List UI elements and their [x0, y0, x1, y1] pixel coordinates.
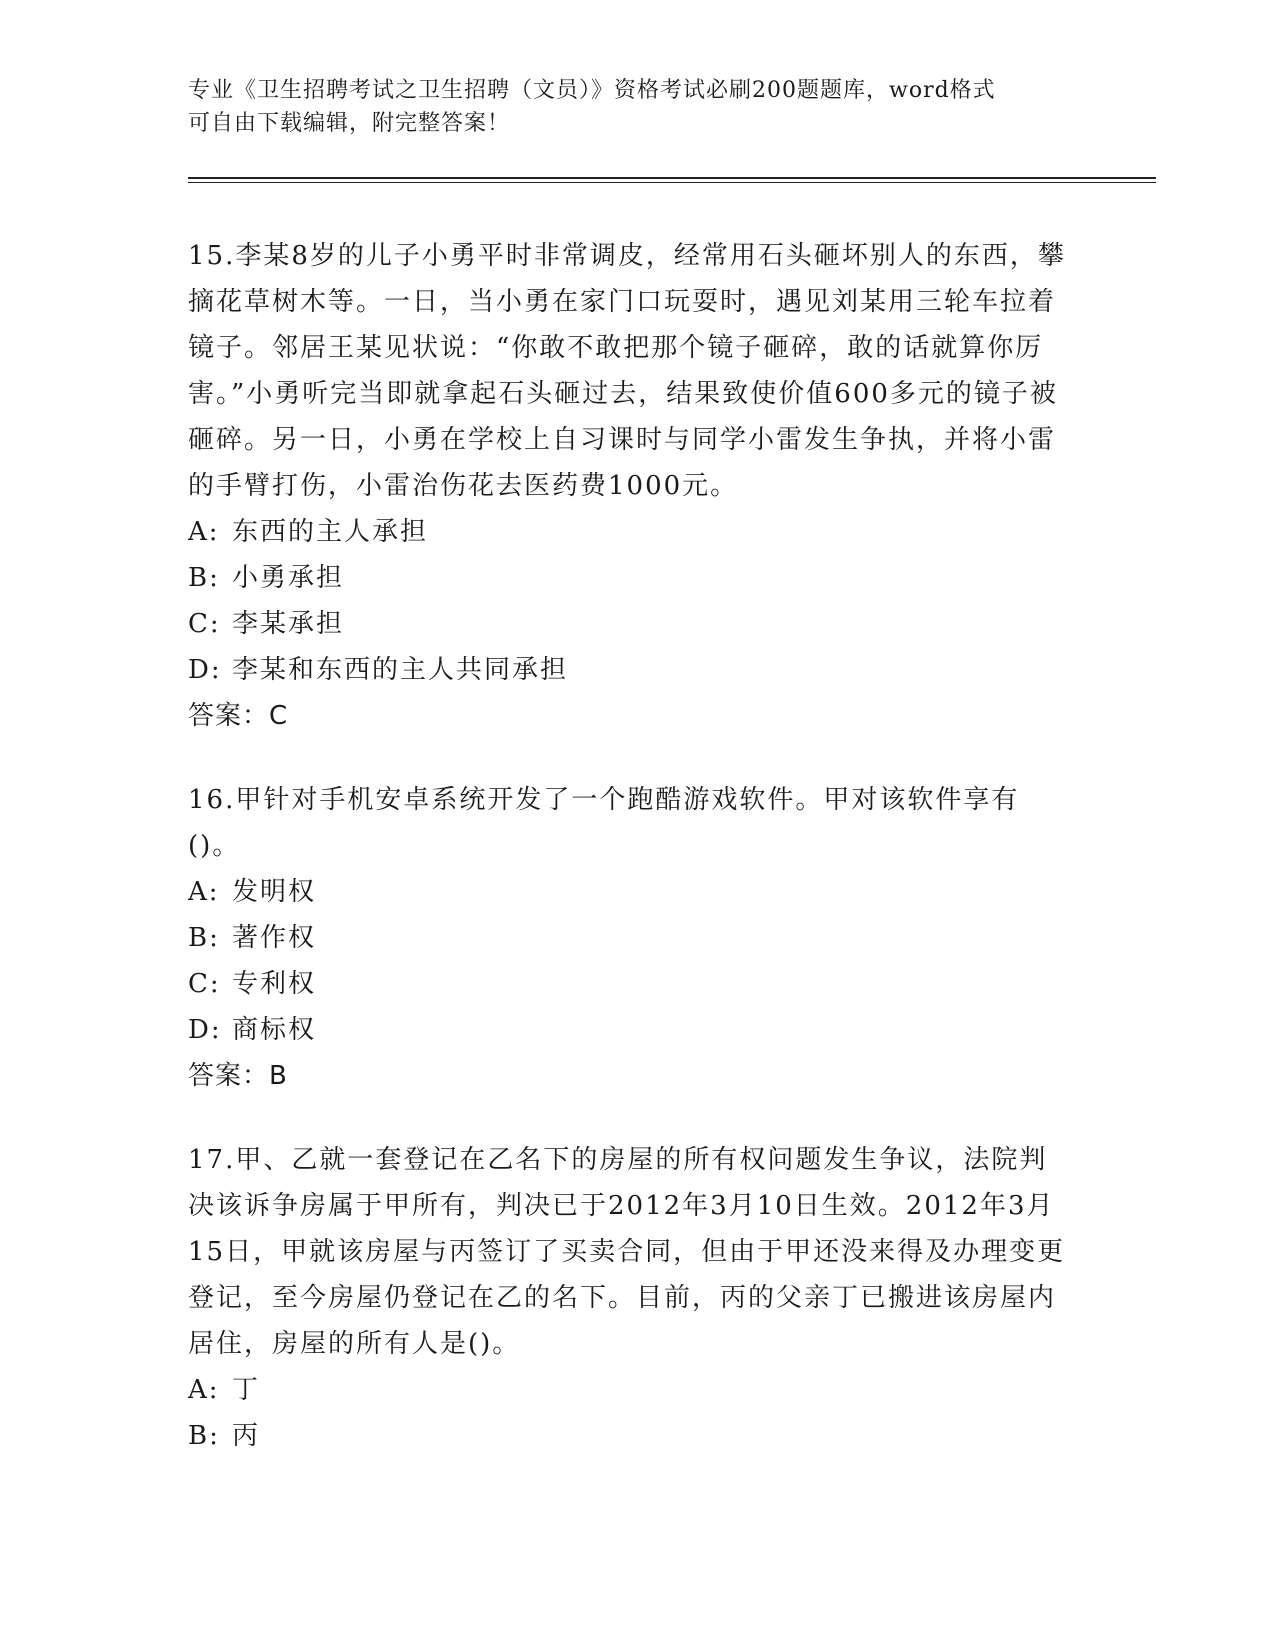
option-key: D: [188, 655, 222, 685]
option-key: C: [188, 969, 221, 999]
header-divider-thin [188, 182, 1156, 183]
question-stem: 16.甲针对手机安卓系统开发了一个跑酷游戏软件。甲对该软件享有()。 [188, 785, 1020, 861]
option-text: 商标权 [232, 1015, 317, 1045]
question-item [188, 1137, 1068, 1459]
option-key: C: [188, 609, 221, 639]
option-key: A: [188, 877, 220, 907]
option-a [188, 509, 1068, 555]
option-a [188, 1367, 1068, 1413]
document-header: 专业《卫生招聘考试之卫生招聘（文员）》资格考试必刷200题题库，word格式 可自由下载编辑，附完整答案！ [188, 78, 996, 136]
answer-line: 答案：B [188, 1061, 288, 1091]
option-key: B: [188, 923, 220, 953]
question-list [188, 233, 1068, 1459]
option-text: 东西的主人承担 [232, 517, 429, 547]
option-b [188, 915, 1068, 961]
option-b [188, 555, 1068, 601]
question-item [188, 777, 1068, 1099]
option-text: 丁 [232, 1375, 261, 1405]
option-d [188, 1007, 1068, 1053]
option-text: 小勇承担 [232, 563, 345, 593]
option-text: 著作权 [232, 923, 317, 953]
option-c [188, 961, 1068, 1007]
question-stem: 15.李某8岁的儿子小勇平时非常调皮，经常用石头砸坏别人的东西，攀摘花草树木等。一日，当小勇在家门口玩耍时，遇见刘某用三轮车拉着镜子。邻居王某见状说：“你敢不敢把那个镜子砸碎，敢的话就算你厉害。”小勇听完当即就拿起石头砸过去，结果致使价值600多元的镜子被砸碎。另一日，小勇在学校上自习课时与同学小雷发生争执，并将小雷的手臂打伤，小雷治伤花去医药费1000元。 [188, 241, 1066, 501]
option-key: D: [188, 1015, 222, 1045]
option-c [188, 601, 1068, 647]
option-b [188, 1413, 1068, 1459]
option-key: A: [188, 517, 220, 547]
option-key: A: [188, 1375, 220, 1405]
option-text: 专利权 [232, 969, 317, 999]
option-a [188, 869, 1068, 915]
option-d [188, 647, 1068, 693]
question-item [188, 233, 1068, 739]
answer-line: 答案：C [188, 701, 289, 731]
option-key: B: [188, 563, 220, 593]
option-text: 丙 [232, 1421, 261, 1451]
option-text: 发明权 [232, 877, 317, 907]
header-divider [188, 177, 1156, 179]
option-text: 李某承担 [232, 609, 345, 639]
option-key: B: [188, 1421, 220, 1451]
question-stem: 17.甲、乙就一套登记在乙名下的房屋的所有权问题发生争议，法院判决该诉争房属于甲所有，判决已于2012年3月10日生效。2012年3月15日，甲就该房屋与丙签订了买卖合同，但由于甲还没来得及办理变更登记，至今房屋仍登记在乙的名下。目前，丙的父亲丁已搬进该房屋内居住，房屋的所有人是()。 [188, 1145, 1066, 1359]
option-text: 李某和东西的主人共同承担 [232, 655, 569, 685]
